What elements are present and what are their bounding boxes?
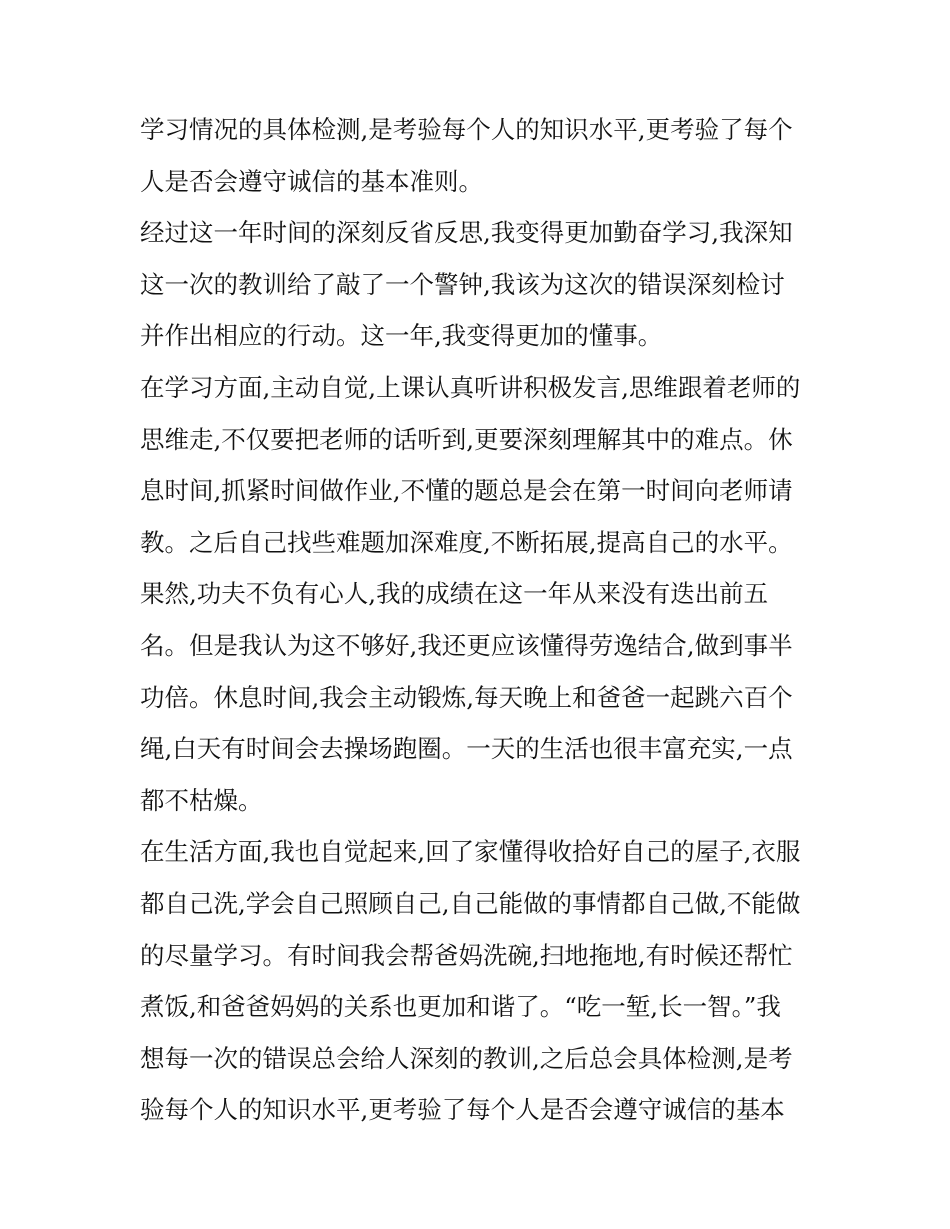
text-line: 在生活方面,我也自觉起来,回了家懂得收拾好自己的屋子,衣服: [140, 837, 801, 867]
text-line: 思维走,不仅要把老师的话听到,更要深刻理解其中的难点。休: [140, 424, 793, 454]
paragraph-1: [140, 104, 812, 207]
text-line: 绳,白天有时间会去操场跑圈。一天的生活也很丰富充实,一点: [140, 734, 793, 764]
text-line: 息时间,抓紧时间做作业,不懂的题总是会在第一时间向老师请: [140, 476, 793, 506]
text-line: 都自己洗,学会自己照顾自己,自己能做的事情都自己做,不能做: [140, 888, 801, 918]
text-line: 经过这一年时间的深刻反省反思,我变得更加勤奋学习,我深知: [140, 218, 793, 248]
text-line: 的尽量学习。有时间我会帮爸妈洗碗,扫地拖地,有时候还帮忙: [140, 940, 793, 970]
text-line: 教。之后自己找些难题加深难度,不断拓展,提高自己的水平。: [140, 527, 793, 557]
paragraph-3: [140, 362, 812, 826]
paragraph-4: [140, 826, 812, 1136]
text-line: 在学习方面,主动自觉,上课认真听讲积极发言,思维跟着老师的: [140, 372, 801, 402]
text-line: 人是否会遵守诚信的基本准则。: [140, 166, 483, 196]
text-line: 煮饭,和爸爸妈妈的关系也更加和谐了。“吃一堑,长一智。”我: [140, 992, 781, 1022]
text-line: 名。但是我认为这不够好,我还更应该懂得劳逸结合,做到事半: [140, 630, 793, 660]
text-line: 这一次的教训给了敲了一个警钟,我该为这次的错误深刻检讨: [140, 269, 785, 299]
text-line: 学习情况的具体检测,是考验每个人的知识水平,更考验了每个: [140, 115, 793, 144]
paragraph-2: [140, 207, 812, 362]
text-line: 并作出相应的行动。这一年,我变得更加的懂事。: [140, 321, 663, 351]
text-line: 想每一次的错误总会给人深刻的教训,之后总会具体检测,是考: [140, 1043, 793, 1073]
text-line: 验每个人的知识水平,更考验了每个人是否会遵守诚信的基本: [140, 1095, 785, 1125]
document-body: [140, 104, 812, 1136]
text-line: 都不枯燥。: [140, 785, 263, 815]
text-line: 功倍。休息时间,我会主动锻炼,每天晚上和爸爸一起跳六百个: [140, 682, 793, 712]
text-line: 果然,功夫不负有心人,我的成绩在这一年从来没有迭出前五: [140, 579, 769, 609]
